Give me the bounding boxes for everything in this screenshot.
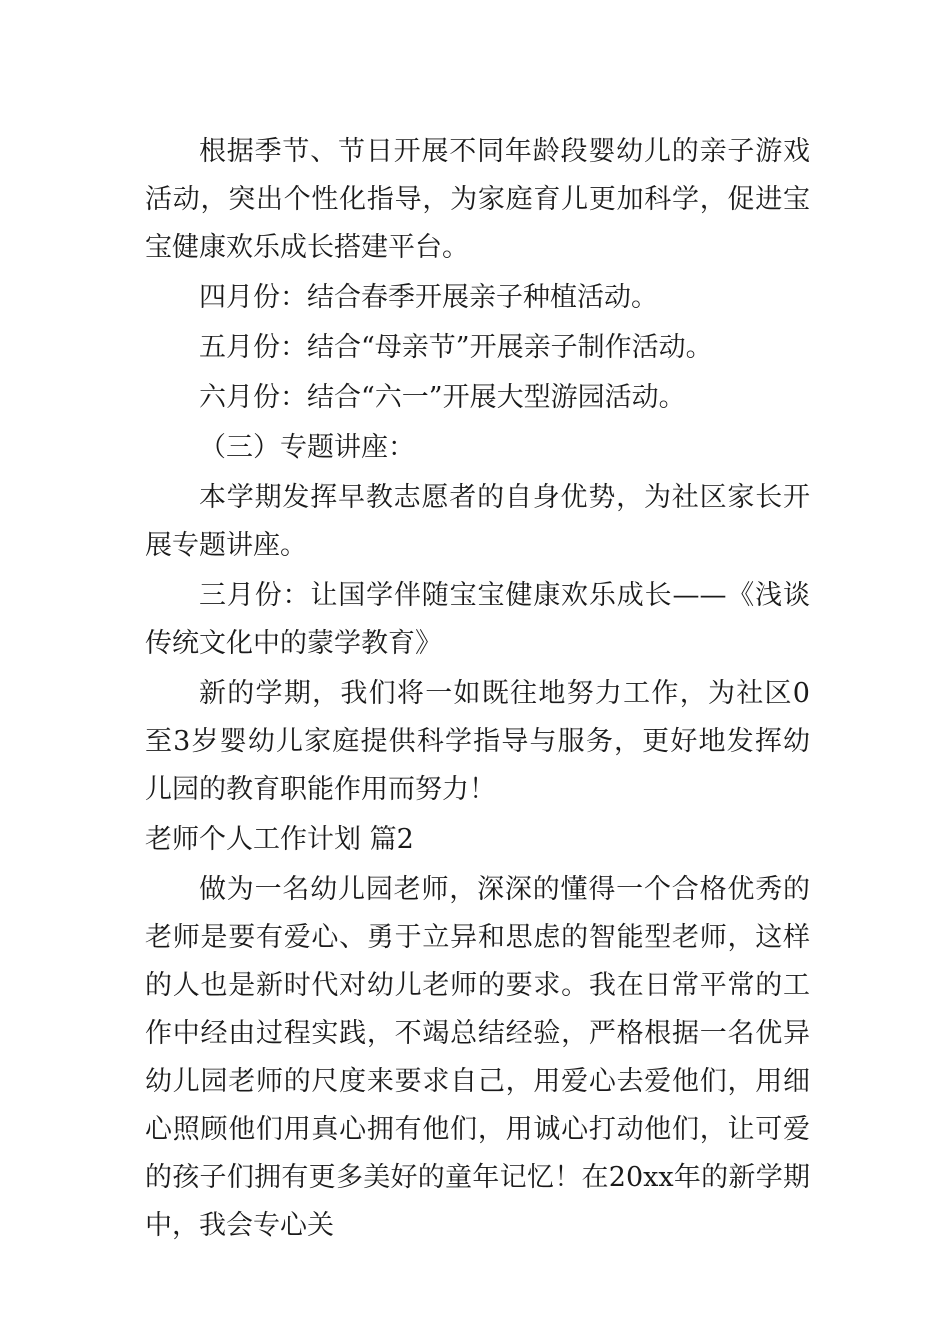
section-paragraph: 做为一名幼儿园老师，深深的懂得一个合格优秀的老师是要有爱心、勇于立异和思虑的智能型老师，这样的人也是新时代对幼儿老师的要求。我在日常平常的工作中经由过程实践，不竭总结经验，严格根据一名优异幼儿园老师的尺度来要求自己，用爱心去爱他们，用细心照顾他们用真心拥有他们，用诚心打动他们，让可爱的孩子们拥有更多美好的童年记忆！在20xx年的新学期中，我会专心关 [145, 874, 810, 1241]
paragraph-june: 六月份：结合“六一”开展大型游园活动。 [199, 382, 686, 413]
paragraph-march: 三月份：让国学伴随宝宝健康欢乐成长——《浅谈传统文化中的蒙学教育》 [145, 580, 810, 659]
paragraph-may: 五月份：结合“母亲节”开展亲子制作活动。 [199, 332, 713, 363]
paragraph-lectures-heading: （三）专题讲座： [199, 432, 415, 463]
section-title: 老师个人工作计划 篇2 [145, 824, 414, 855]
document-body [145, 128, 810, 1252]
paragraph-lectures: 本学期发挥早教志愿者的自身优势，为社区家长开展专题讲座。 [145, 482, 810, 561]
paragraph-new-semester: 新的学期，我们将一如既往地努力工作，为社区0至3岁婴幼儿家庭提供科学指导与服务，更好地发挥幼儿园的教育职能作用而努力！ [145, 678, 810, 805]
paragraph-parent-child-activities: 根据季节、节日开展不同年龄段婴幼儿的亲子游戏活动，突出个性化指导，为家庭育儿更加科学，促进宝宝健康欢乐成长搭建平台。 [145, 136, 810, 263]
paragraph-april: 四月份：结合春季开展亲子种植活动。 [199, 282, 658, 313]
